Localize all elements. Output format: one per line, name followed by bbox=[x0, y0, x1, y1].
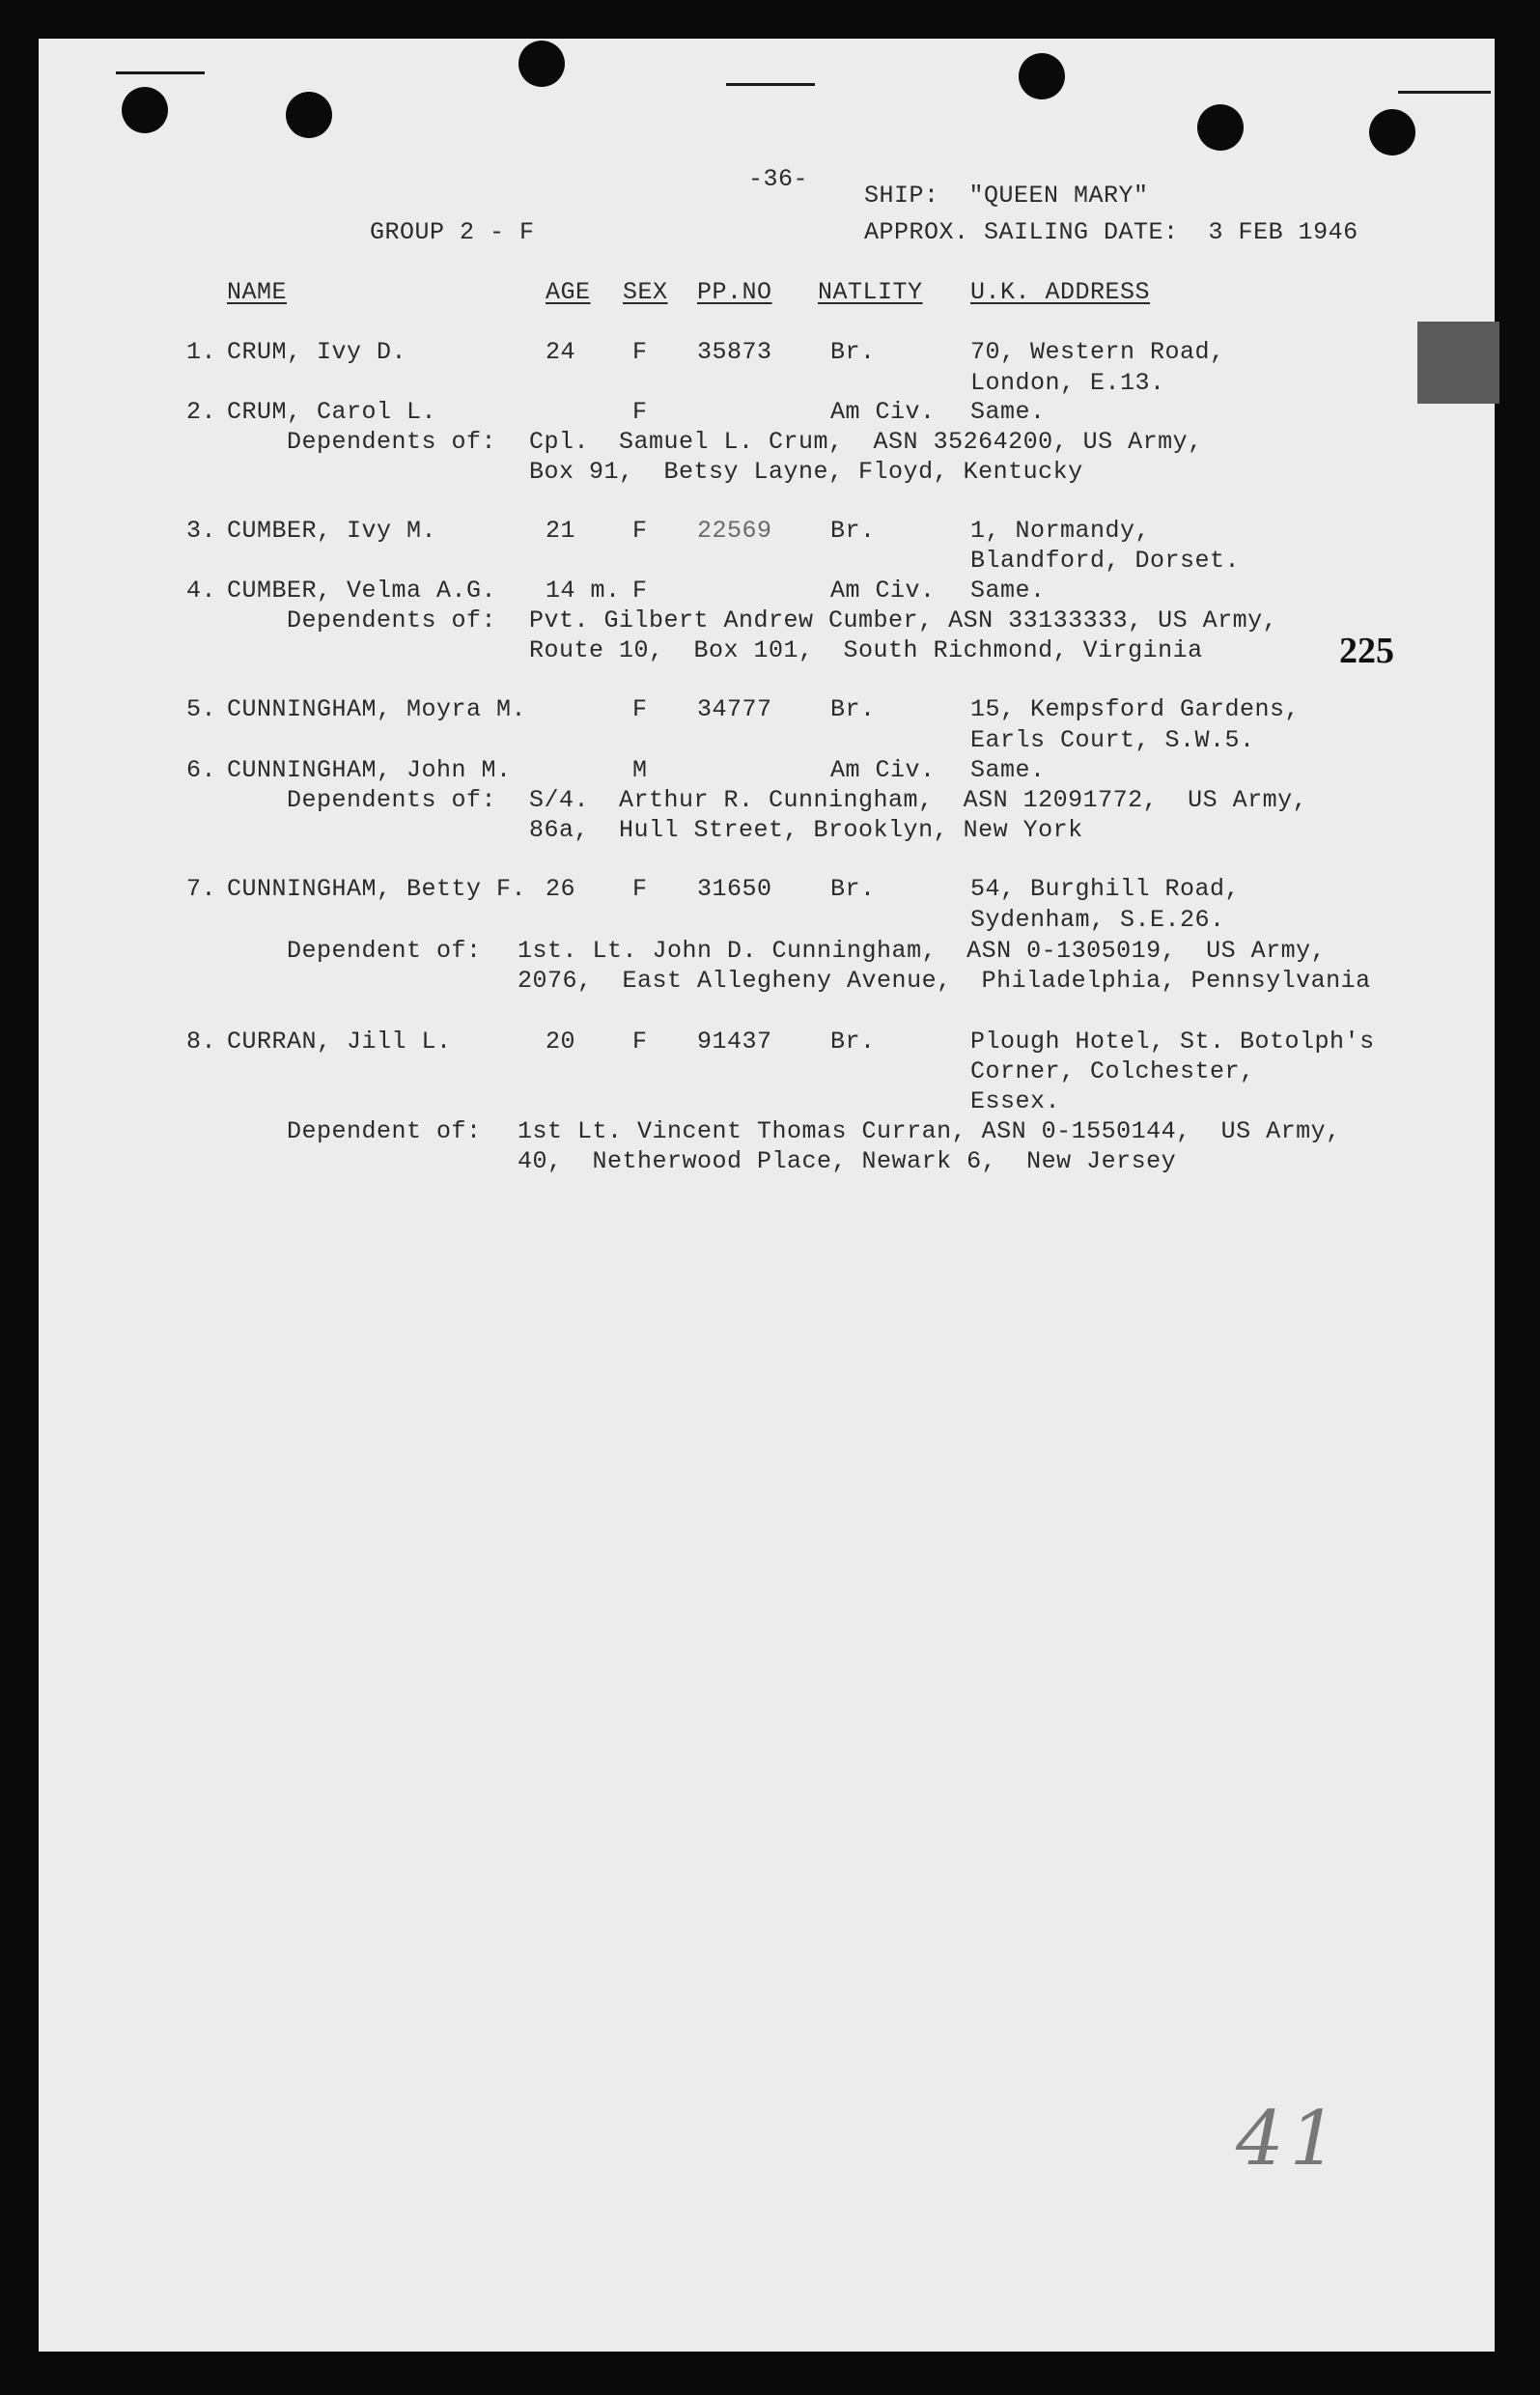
entry-nationality: Br. bbox=[830, 695, 876, 723]
entry-sex: F bbox=[632, 695, 648, 723]
entry-passport: 91437 bbox=[697, 1028, 772, 1056]
sailing-date: APPROX. SAILING DATE: 3 FEB 1946 bbox=[864, 218, 1358, 246]
dependent-line: 1st Lt. Vincent Thomas Curran, ASN 0-1550144, US Army, bbox=[518, 1117, 1341, 1145]
entry-address: London, E.13. bbox=[970, 369, 1165, 397]
entry-number: 2. bbox=[186, 398, 217, 426]
entry-address: Blandford, Dorset. bbox=[970, 547, 1241, 575]
column-name: NAME bbox=[227, 278, 288, 306]
entry-name: CURRAN, Jill L. bbox=[227, 1028, 452, 1056]
entry-number: 4. bbox=[186, 577, 217, 605]
entry-nationality: Br. bbox=[830, 517, 876, 545]
dependent-line: 86a, Hull Street, Brooklyn, New York bbox=[529, 816, 1083, 844]
entry-sex: F bbox=[632, 1028, 648, 1056]
entry-number: 8. bbox=[186, 1028, 217, 1056]
dependent-label: Dependents of: bbox=[287, 428, 497, 456]
page-number: -36- bbox=[748, 165, 809, 193]
entry-passport: 22569 bbox=[697, 517, 772, 545]
entry-age: 14 m. bbox=[546, 577, 621, 605]
dependent-label: Dependents of: bbox=[287, 606, 497, 634]
punch-hole bbox=[1197, 104, 1244, 151]
dependent-label: Dependent of: bbox=[287, 1117, 482, 1145]
edge-mark bbox=[726, 83, 815, 86]
entry-name: CRUM, Carol L. bbox=[227, 398, 437, 426]
entry-address: 54, Burghill Road, bbox=[970, 875, 1241, 903]
column-pp-no: PP.NO bbox=[697, 278, 772, 306]
entry-address: 1, Normandy, bbox=[970, 517, 1151, 545]
group-label: GROUP 2 - F bbox=[370, 218, 535, 246]
entry-age: 20 bbox=[546, 1028, 576, 1056]
handwritten-number: 41 bbox=[1236, 2096, 1344, 2183]
entry-sex: F bbox=[632, 577, 648, 605]
entry-address: Plough Hotel, St. Botolph's bbox=[970, 1028, 1375, 1056]
entry-age: 26 bbox=[546, 875, 576, 903]
entry-number: 5. bbox=[186, 695, 217, 723]
entry-age: 21 bbox=[546, 517, 576, 545]
edge-mark bbox=[1398, 91, 1491, 94]
entry-name: CUMBER, Ivy M. bbox=[227, 517, 437, 545]
entry-number: 1. bbox=[186, 338, 217, 366]
entry-name: CUNNINGHAM, John M. bbox=[227, 756, 512, 784]
entry-name: CUNNINGHAM, Moyra M. bbox=[227, 695, 527, 723]
dependent-line: Pvt. Gilbert Andrew Cumber, ASN 33133333, US Army, bbox=[529, 606, 1278, 634]
entry-address: Same. bbox=[970, 756, 1046, 784]
dependent-line: 2076, East Allegheny Avenue, Philadelphia, Pennsylvania bbox=[518, 967, 1371, 995]
entry-passport: 34777 bbox=[697, 695, 772, 723]
stamp-number: 225 bbox=[1339, 631, 1394, 671]
entry-address: 70, Western Road, bbox=[970, 338, 1225, 366]
entry-nationality: Am Civ. bbox=[830, 398, 936, 426]
entry-passport: 31650 bbox=[697, 875, 772, 903]
entry-address: Corner, Colchester, bbox=[970, 1057, 1255, 1085]
entry-sex: F bbox=[632, 338, 648, 366]
dependent-line: 40, Netherwood Place, Newark 6, New Jersey bbox=[518, 1147, 1177, 1175]
entry-number: 6. bbox=[186, 756, 217, 784]
dependent-line: Route 10, Box 101, South Richmond, Virginia bbox=[529, 636, 1203, 664]
document-sheet bbox=[39, 39, 1495, 2352]
entry-name: CUNNINGHAM, Betty F. bbox=[227, 875, 527, 903]
column-nationality: NATLITY bbox=[818, 278, 923, 306]
entry-name: CRUM, Ivy D. bbox=[227, 338, 407, 366]
binder-tab bbox=[1417, 322, 1499, 404]
entry-passport: 35873 bbox=[697, 338, 772, 366]
entry-sex: F bbox=[632, 517, 648, 545]
entry-address: Sydenham, S.E.26. bbox=[970, 906, 1225, 934]
entry-sex: F bbox=[632, 875, 648, 903]
punch-hole bbox=[122, 87, 168, 133]
dependent-line: Box 91, Betsy Layne, Floyd, Kentucky bbox=[529, 458, 1083, 486]
entry-nationality: Am Civ. bbox=[830, 577, 936, 605]
entry-number: 7. bbox=[186, 875, 217, 903]
entry-nationality: Am Civ. bbox=[830, 756, 936, 784]
ship-name: SHIP: "QUEEN MARY" bbox=[864, 182, 1149, 210]
dependent-line: 1st. Lt. John D. Cunningham, ASN 0-1305019, US Army, bbox=[518, 937, 1327, 965]
entry-number: 3. bbox=[186, 517, 217, 545]
punch-hole bbox=[286, 92, 332, 138]
entry-sex: F bbox=[632, 398, 648, 426]
dependent-line: Cpl. Samuel L. Crum, ASN 35264200, US Army, bbox=[529, 428, 1203, 456]
edge-mark bbox=[116, 71, 205, 74]
punch-hole bbox=[518, 41, 565, 87]
entry-name: CUMBER, Velma A.G. bbox=[227, 577, 497, 605]
entry-nationality: Br. bbox=[830, 338, 876, 366]
entry-nationality: Br. bbox=[830, 875, 876, 903]
dependent-line: S/4. Arthur R. Cunningham, ASN 12091772, US Army, bbox=[529, 786, 1308, 814]
entry-address: Essex. bbox=[970, 1087, 1061, 1115]
column-sex: SEX bbox=[623, 278, 668, 306]
dependent-label: Dependent of: bbox=[287, 937, 482, 965]
entry-age: 24 bbox=[546, 338, 576, 366]
entry-address: Same. bbox=[970, 398, 1046, 426]
column-address: U.K. ADDRESS bbox=[970, 278, 1151, 306]
entry-address: Earls Court, S.W.5. bbox=[970, 726, 1255, 754]
punch-hole bbox=[1019, 53, 1065, 99]
punch-hole bbox=[1369, 109, 1415, 155]
entry-sex: M bbox=[632, 756, 648, 784]
entry-address: 15, Kempsford Gardens, bbox=[970, 695, 1301, 723]
dependent-label: Dependents of: bbox=[287, 786, 497, 814]
entry-nationality: Br. bbox=[830, 1028, 876, 1056]
entry-address: Same. bbox=[970, 577, 1046, 605]
column-age: AGE bbox=[546, 278, 591, 306]
